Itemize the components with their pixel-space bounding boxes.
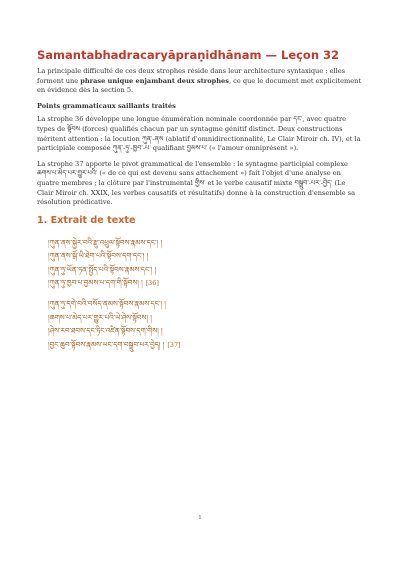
emphasis-text: phrase unique enjambant deux strophes: [80, 76, 229, 85]
verse-line: །ཆགས་པ་མེད་པར་གྱུར་པའི་ཡེ་ཤེས་སྟོབས། །: [48, 312, 152, 322]
text-run: La principale difficulté de ces deux strophes réside dans leur architecture syntaxique : elles forment une: [37, 67, 346, 85]
stanza-number: [37]: [167, 340, 181, 349]
tibetan-term: སྟོབས: [67, 124, 81, 133]
text-run: (forces) qualifiés chacun par un syntagme génitif distinct. Deux constructions méritent attention : la locution: [37, 124, 343, 143]
page-title: Samantabhadracaryāpraṇidhānam — Leçon 32: [37, 48, 340, 62]
tibetan-term: བྱམས་པ་: [186, 144, 208, 153]
tibetan-term: དང་: [293, 115, 303, 124]
verse-text: །ཀུན་ཏུ་ཁྱབ་པ་བྱམས་པ་དག་གི་སྟོབས། །: [48, 277, 143, 287]
verse-text: །བྱང་ཆུབ་སྟོབས་རྣམས་ཡང་དག་བསྒྲུབ་པར་བྱེད། །: [48, 339, 165, 349]
tibetan-term: ཀུན་-ནས: [141, 134, 164, 143]
stanza-37-paragraph: [37, 160, 363, 208]
verse-line: །ཤེས་རབ་ཐབས་དང་ཏིང་འཛིན་སྟོབས་དག་གིས། །: [48, 326, 163, 336]
tibetan-term: ཆགས་པ་མེད་པར་གྱུར་པའི་: [37, 169, 98, 178]
verse-line: །ཀུན་ཏུ་ཡོན་ཏན་སྤྱོད་པའི་སྟོབས་རྣམས་དང་། །: [48, 264, 157, 274]
stanza-number: [36]: [145, 278, 159, 287]
verse-line: །ཀུན་ནས་སྒོ་ཡི་ཐེག་པའི་སྟོབས་དག་དང་། །: [48, 251, 149, 261]
tibetan-term: གྱིས་: [194, 178, 206, 187]
verse-line: [48, 276, 363, 290]
text-run: (« de ce qui est devenu sans attachement ») fait l'objet d'une analyse en quatre membres ; la clôture par l'instrumental: [37, 169, 341, 187]
text-run: , avec quatre types de: [37, 115, 347, 133]
tibetan-term: ཀུན་-ཏུ་-ཁྱབ་-པ་: [112, 144, 151, 153]
section-heading: 1. Extrait de texte: [37, 214, 136, 226]
text-run: qualifiant: [150, 144, 187, 153]
verse-line: །ཀུན་ཏུ་དགེ་བའི་བསོད་ནམས་སྟོབས་རྣམས་དང་། །: [48, 299, 166, 309]
page-content: [37, 48, 363, 359]
stanza-37: [48, 297, 363, 352]
verse-line: །ཀུན་ནས་སྐྱེར་བའི་རྫུ་འཕྲུལ་སྟོབས་རྣམས་དང་། །: [48, 237, 163, 247]
intro-paragraph: [37, 67, 363, 96]
stanza-36-paragraph: [37, 115, 363, 153]
tibetan-term: བསྒྲུབ་-པར་-བྱེད་: [294, 178, 333, 187]
stanza-36: [48, 236, 363, 291]
page-number: 1: [198, 515, 202, 521]
points-heading: Points grammaticaux saillants traités: [37, 101, 176, 110]
text-run: La strophe 36 développe une longue énumération nominale coordonnée par: [37, 115, 294, 124]
text-run: (Le Clair Miroir ch. XXIX, les verbes causatifs et résultatifs) donne à la construction d'ensemble sa résolution prédicative.: [37, 178, 356, 207]
text-run: La strophe 37 apporte le pivot grammatical de l'ensemble : le syntagme participial complexe: [37, 159, 348, 168]
text-run: , ce que le document met explicitement en évidence dès la section 5.: [37, 76, 362, 95]
verse-line: [48, 338, 363, 352]
text-run: et le verbe causatif mixte: [205, 178, 295, 187]
text-run: (ablatif d'omnidirectionnalité, Le Clair Miroir ch. IV), et la participiale composée: [37, 134, 361, 153]
text-run: (« l'amour omniprésent »).: [207, 144, 299, 153]
